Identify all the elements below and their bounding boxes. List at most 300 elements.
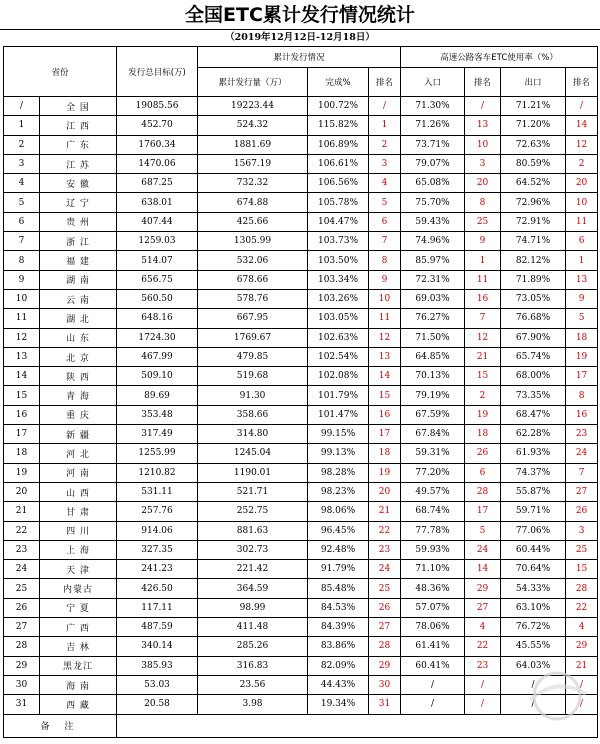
target-cell: 1724.30 <box>117 328 198 347</box>
rank-cell: 6 <box>369 212 401 231</box>
entry-usage-cell: 59.93% <box>401 540 465 559</box>
province-name-cell: 甘 肃 <box>40 502 117 521</box>
target-cell: 241.23 <box>117 560 198 579</box>
entry-usage-cell: 77.78% <box>401 521 465 540</box>
row-number-cell: 5 <box>4 193 40 212</box>
entry-rank-cell: 5 <box>465 521 501 540</box>
target-cell: 452.70 <box>117 116 198 135</box>
exit-usage-cell: 73.05% <box>501 289 566 308</box>
header-entry-rank: 排名 <box>465 68 501 97</box>
rank-cell: 10 <box>369 289 401 308</box>
etc-table <box>3 46 598 738</box>
province-name-cell: 山 东 <box>40 328 117 347</box>
province-name-cell: 湖 南 <box>40 270 117 289</box>
issued-cell: 98.99 <box>198 598 308 617</box>
completion-cell: 115.82% <box>308 116 369 135</box>
entry-rank-cell: 22 <box>465 637 501 656</box>
province-name-cell: 云 南 <box>40 289 117 308</box>
issued-cell: 881.63 <box>198 521 308 540</box>
exit-usage-cell: 76.72% <box>501 618 566 637</box>
province-name-cell: 吉 林 <box>40 637 117 656</box>
issued-cell: 1567.19 <box>198 154 308 173</box>
rank-cell: 8 <box>369 251 401 270</box>
entry-rank-cell: 24 <box>465 540 501 559</box>
entry-rank-cell: / <box>465 97 501 116</box>
entry-rank-cell: 15 <box>465 367 501 386</box>
rank-cell: 17 <box>369 425 401 444</box>
row-number-cell: 24 <box>4 560 40 579</box>
entry-rank-cell: 1 <box>465 251 501 270</box>
completion-cell: 101.79% <box>308 386 369 405</box>
rank-cell: 1 <box>369 116 401 135</box>
rank-cell: 25 <box>369 579 401 598</box>
issued-cell: 1305.99 <box>198 232 308 251</box>
province-name-cell: 重 庆 <box>40 405 117 424</box>
completion-cell: 103.50% <box>308 251 369 270</box>
rank-cell: 12 <box>369 328 401 347</box>
target-cell: 19085.56 <box>117 97 198 116</box>
completion-cell: 82.09% <box>308 656 369 675</box>
entry-rank-cell: 8 <box>465 193 501 212</box>
table-row <box>4 579 598 598</box>
exit-rank-cell: 14 <box>566 116 598 135</box>
province-name-cell: 四 川 <box>40 521 117 540</box>
header-entry: 入口 <box>401 68 465 97</box>
exit-usage-cell: 72.96% <box>501 193 566 212</box>
province-name-cell: 山 西 <box>40 482 117 501</box>
entry-usage-cell: 85.97% <box>401 251 465 270</box>
exit-usage-cell: 64.52% <box>501 174 566 193</box>
exit-rank-cell: / <box>566 675 598 694</box>
row-number-cell: 15 <box>4 386 40 405</box>
province-name-cell: 广 东 <box>40 135 117 154</box>
rank-cell: 23 <box>369 540 401 559</box>
row-number-cell: 3 <box>4 154 40 173</box>
row-number-cell: 6 <box>4 212 40 231</box>
entry-rank-cell: 23 <box>465 656 501 675</box>
entry-rank-cell: 14 <box>465 560 501 579</box>
target-cell: 656.75 <box>117 270 198 289</box>
watermark-logo-icon <box>520 670 594 722</box>
rank-cell: 28 <box>369 637 401 656</box>
issued-cell: 674.88 <box>198 193 308 212</box>
row-number-cell: 19 <box>4 463 40 482</box>
province-name-cell: 安 徽 <box>40 174 117 193</box>
table-row <box>4 521 598 540</box>
table-row <box>4 675 598 694</box>
target-cell: 340.14 <box>117 637 198 656</box>
target-cell: 514.07 <box>117 251 198 270</box>
target-cell: 509.10 <box>117 367 198 386</box>
issued-cell: 19223.44 <box>198 97 308 116</box>
target-cell: 1259.03 <box>117 232 198 251</box>
entry-usage-cell: 61.41% <box>401 637 465 656</box>
row-number-cell: 26 <box>4 598 40 617</box>
province-name-cell: 宁 夏 <box>40 598 117 617</box>
target-cell: 1210.82 <box>117 463 198 482</box>
issued-cell: 364.59 <box>198 579 308 598</box>
rank-cell: 13 <box>369 347 401 366</box>
entry-usage-cell: 79.07% <box>401 154 465 173</box>
province-name-cell: 黑龙江 <box>40 656 117 675</box>
exit-usage-cell: 67.90% <box>501 328 566 347</box>
row-number-cell: 14 <box>4 367 40 386</box>
rank-cell: 14 <box>369 367 401 386</box>
entry-rank-cell: 19 <box>465 405 501 424</box>
entry-usage-cell: / <box>401 675 465 694</box>
completion-cell: 103.26% <box>308 289 369 308</box>
completion-cell: 98.28% <box>308 463 369 482</box>
exit-rank-cell: 17 <box>566 367 598 386</box>
row-number-cell: 30 <box>4 675 40 694</box>
target-cell: 385.93 <box>117 656 198 675</box>
completion-cell: 102.08% <box>308 367 369 386</box>
entry-rank-cell: 3 <box>465 154 501 173</box>
table-row <box>4 618 598 637</box>
row-number-cell: 11 <box>4 309 40 328</box>
entry-rank-cell: 26 <box>465 444 501 463</box>
target-cell: 426.50 <box>117 579 198 598</box>
target-cell: 257.76 <box>117 502 198 521</box>
exit-usage-cell: 45.55% <box>501 637 566 656</box>
province-name-cell: 海 南 <box>40 675 117 694</box>
rank-cell: 22 <box>369 521 401 540</box>
exit-usage-cell: 59.71% <box>501 502 566 521</box>
entry-rank-cell: 13 <box>465 116 501 135</box>
issued-cell: 479.85 <box>198 347 308 366</box>
exit-usage-cell: 70.64% <box>501 560 566 579</box>
issued-cell: 314.80 <box>198 425 308 444</box>
table-row <box>4 425 598 444</box>
completion-cell: 83.86% <box>308 637 369 656</box>
entry-usage-cell: 78.06% <box>401 618 465 637</box>
table-row <box>4 193 598 212</box>
entry-rank-cell: 11 <box>465 270 501 289</box>
row-number-cell: 7 <box>4 232 40 251</box>
table-row <box>4 386 598 405</box>
header-exit-rank: 排名 <box>566 68 598 97</box>
completion-cell: 44.43% <box>308 675 369 694</box>
entry-usage-cell: / <box>401 695 465 714</box>
row-number-cell: 1 <box>4 116 40 135</box>
target-cell: 914.06 <box>117 521 198 540</box>
row-number-cell: 21 <box>4 502 40 521</box>
rank-cell: 4 <box>369 174 401 193</box>
completion-cell: 102.63% <box>308 328 369 347</box>
exit-usage-cell: / <box>501 695 566 714</box>
province-name-cell: 河 北 <box>40 444 117 463</box>
issued-cell: 91.30 <box>198 386 308 405</box>
exit-rank-cell: 15 <box>566 560 598 579</box>
exit-usage-cell: 74.37% <box>501 463 566 482</box>
table-row <box>4 637 598 656</box>
entry-usage-cell: 73.71% <box>401 135 465 154</box>
table-row <box>4 116 598 135</box>
completion-cell: 96.45% <box>308 521 369 540</box>
completion-cell: 99.15% <box>308 425 369 444</box>
province-name-cell: 广 西 <box>40 618 117 637</box>
target-cell: 117.11 <box>117 598 198 617</box>
completion-cell: 98.06% <box>308 502 369 521</box>
target-cell: 487.59 <box>117 618 198 637</box>
province-name-cell: 江 苏 <box>40 154 117 173</box>
target-cell: 353.48 <box>117 405 198 424</box>
completion-cell: 106.89% <box>308 135 369 154</box>
table-row <box>4 270 598 289</box>
province-name-cell: 陕 西 <box>40 367 117 386</box>
issued-cell: 1190.01 <box>198 463 308 482</box>
page-title: 全国ETC累计发行情况统计 <box>0 0 600 30</box>
exit-usage-cell: 76.68% <box>501 309 566 328</box>
entry-rank-cell: 18 <box>465 425 501 444</box>
entry-usage-cell: 49.57% <box>401 482 465 501</box>
table-row <box>4 135 598 154</box>
entry-rank-cell: 17 <box>465 502 501 521</box>
exit-usage-cell: 65.74% <box>501 347 566 366</box>
completion-cell: 84.39% <box>308 618 369 637</box>
table-row <box>4 444 598 463</box>
header-group-usage: 高速公路客车ETC使用率（%） <box>401 47 598 68</box>
table-body <box>4 97 598 715</box>
issued-cell: 532.06 <box>198 251 308 270</box>
header-completion: 完成% <box>308 68 369 97</box>
rank-cell: 16 <box>369 405 401 424</box>
entry-rank-cell: 21 <box>465 347 501 366</box>
province-name-cell: 西 藏 <box>40 695 117 714</box>
exit-rank-cell: 20 <box>566 174 598 193</box>
row-number-cell: 13 <box>4 347 40 366</box>
target-cell: 560.50 <box>117 289 198 308</box>
entry-usage-cell: 67.59% <box>401 405 465 424</box>
table-row <box>4 174 598 193</box>
rank-cell: / <box>369 97 401 116</box>
target-cell: 317.49 <box>117 425 198 444</box>
completion-cell: 104.47% <box>308 212 369 231</box>
target-cell: 53.03 <box>117 675 198 694</box>
target-cell: 1255.99 <box>117 444 198 463</box>
date-range-subtitle: （2019年12月12日-12月18日） <box>225 32 375 43</box>
row-number-cell: / <box>4 97 40 116</box>
issued-cell: 252.75 <box>198 502 308 521</box>
rank-cell: 18 <box>369 444 401 463</box>
row-number-cell: 28 <box>4 637 40 656</box>
table-row <box>4 328 598 347</box>
row-number-cell: 31 <box>4 695 40 714</box>
entry-rank-cell: 16 <box>465 289 501 308</box>
target-cell: 89.69 <box>117 386 198 405</box>
entry-usage-cell: 76.27% <box>401 309 465 328</box>
target-cell: 1760.34 <box>117 135 198 154</box>
exit-usage-cell: 61.93% <box>501 444 566 463</box>
exit-rank-cell: 5 <box>566 309 598 328</box>
issued-cell: 678.66 <box>198 270 308 289</box>
table-row <box>4 232 598 251</box>
exit-usage-cell: 73.35% <box>501 386 566 405</box>
exit-rank-cell: 13 <box>566 270 598 289</box>
row-number-cell: 27 <box>4 618 40 637</box>
header-group-issued: 累计发行情况 <box>198 47 401 68</box>
issued-cell: 302.73 <box>198 540 308 559</box>
completion-cell: 101.47% <box>308 405 369 424</box>
table-row <box>4 97 598 116</box>
rank-cell: 19 <box>369 463 401 482</box>
rank-cell: 30 <box>369 675 401 694</box>
exit-usage-cell: 72.63% <box>501 135 566 154</box>
entry-usage-cell: 64.85% <box>401 347 465 366</box>
entry-usage-cell: 71.30% <box>401 97 465 116</box>
row-number-cell: 8 <box>4 251 40 270</box>
exit-rank-cell: 29 <box>566 637 598 656</box>
completion-cell: 103.73% <box>308 232 369 251</box>
exit-rank-cell: 4 <box>566 618 598 637</box>
target-cell: 407.44 <box>117 212 198 231</box>
rank-cell: 2 <box>369 135 401 154</box>
exit-rank-cell: 22 <box>566 598 598 617</box>
entry-rank-cell: 20 <box>465 174 501 193</box>
exit-usage-cell: 63.10% <box>501 598 566 617</box>
row-number-cell: 16 <box>4 405 40 424</box>
row-number-cell: 29 <box>4 656 40 675</box>
exit-rank-cell: 2 <box>566 154 598 173</box>
exit-usage-cell: 74.71% <box>501 232 566 251</box>
completion-cell: 99.13% <box>308 444 369 463</box>
rank-cell: 9 <box>369 270 401 289</box>
table-row <box>4 347 598 366</box>
exit-rank-cell: / <box>566 695 598 714</box>
exit-usage-cell: 54.33% <box>501 579 566 598</box>
row-number-cell: 12 <box>4 328 40 347</box>
exit-usage-cell: 68.00% <box>501 367 566 386</box>
exit-usage-cell: 55.87% <box>501 482 566 501</box>
header-exit: 出口 <box>501 68 566 97</box>
exit-rank-cell: 12 <box>566 135 598 154</box>
rank-cell: 26 <box>369 598 401 617</box>
table-row <box>4 598 598 617</box>
exit-rank-cell: 27 <box>566 482 598 501</box>
completion-cell: 84.53% <box>308 598 369 617</box>
exit-usage-cell: 72.91% <box>501 212 566 231</box>
target-cell: 20.58 <box>117 695 198 714</box>
completion-cell: 105.78% <box>308 193 369 212</box>
target-cell: 687.25 <box>117 174 198 193</box>
entry-usage-cell: 74.96% <box>401 232 465 251</box>
exit-usage-cell: 68.47% <box>501 405 566 424</box>
issued-cell: 425.66 <box>198 212 308 231</box>
exit-rank-cell: 18 <box>566 328 598 347</box>
target-cell: 467.99 <box>117 347 198 366</box>
entry-usage-cell: 67.84% <box>401 425 465 444</box>
province-name-cell: 全 国 <box>40 97 117 116</box>
exit-rank-cell: 8 <box>566 386 598 405</box>
province-name-cell: 福 建 <box>40 251 117 270</box>
exit-usage-cell: 80.59% <box>501 154 566 173</box>
province-name-cell: 内蒙古 <box>40 579 117 598</box>
issued-cell: 1769.67 <box>198 328 308 347</box>
completion-cell: 103.34% <box>308 270 369 289</box>
province-name-cell: 上 海 <box>40 540 117 559</box>
table-row <box>4 251 598 270</box>
remark-label: 备 注 <box>4 714 117 737</box>
province-name-cell: 北 京 <box>40 347 117 366</box>
issued-cell: 524.32 <box>198 116 308 135</box>
target-cell: 327.35 <box>117 540 198 559</box>
table-row <box>4 695 598 714</box>
exit-rank-cell: 6 <box>566 232 598 251</box>
rank-cell: 7 <box>369 232 401 251</box>
completion-cell: 102.54% <box>308 347 369 366</box>
province-name-cell: 青 海 <box>40 386 117 405</box>
province-name-cell: 天 津 <box>40 560 117 579</box>
row-number-cell: 2 <box>4 135 40 154</box>
rank-cell: 24 <box>369 560 401 579</box>
row-number-cell: 9 <box>4 270 40 289</box>
exit-usage-cell: 77.06% <box>501 521 566 540</box>
exit-rank-cell: 10 <box>566 193 598 212</box>
exit-usage-cell: 82.12% <box>501 251 566 270</box>
issued-cell: 519.68 <box>198 367 308 386</box>
completion-cell: 106.56% <box>308 174 369 193</box>
exit-rank-cell: 28 <box>566 579 598 598</box>
completion-cell: 85.48% <box>308 579 369 598</box>
rank-cell: 29 <box>369 656 401 675</box>
province-name-cell: 湖 北 <box>40 309 117 328</box>
table-row <box>4 212 598 231</box>
entry-rank-cell: 4 <box>465 618 501 637</box>
issued-cell: 411.48 <box>198 618 308 637</box>
entry-usage-cell: 65.08% <box>401 174 465 193</box>
table-row <box>4 154 598 173</box>
exit-usage-cell: 60.44% <box>501 540 566 559</box>
entry-rank-cell: / <box>465 675 501 694</box>
rank-cell: 21 <box>369 502 401 521</box>
exit-rank-cell: 26 <box>566 502 598 521</box>
exit-rank-cell: 7 <box>566 463 598 482</box>
exit-usage-cell: 71.89% <box>501 270 566 289</box>
rank-cell: 31 <box>369 695 401 714</box>
entry-rank-cell: 10 <box>465 135 501 154</box>
province-name-cell: 江 西 <box>40 116 117 135</box>
completion-cell: 92.48% <box>308 540 369 559</box>
issued-cell: 1881.69 <box>198 135 308 154</box>
exit-rank-cell: 11 <box>566 212 598 231</box>
entry-usage-cell: 69.03% <box>401 289 465 308</box>
entry-usage-cell: 57.07% <box>401 598 465 617</box>
entry-rank-cell: 2 <box>465 386 501 405</box>
table-row <box>4 309 598 328</box>
entry-usage-cell: 75.70% <box>401 193 465 212</box>
header-province: 省份 <box>4 47 117 97</box>
exit-usage-cell: 62.28% <box>501 425 566 444</box>
exit-rank-cell: / <box>566 97 598 116</box>
completion-cell: 100.72% <box>308 97 369 116</box>
entry-rank-cell: / <box>465 695 501 714</box>
entry-rank-cell: 7 <box>465 309 501 328</box>
province-name-cell: 贵 州 <box>40 212 117 231</box>
issued-cell: 316.83 <box>198 656 308 675</box>
issued-cell: 578.76 <box>198 289 308 308</box>
issued-cell: 285.26 <box>198 637 308 656</box>
header-rank: 排名 <box>369 68 401 97</box>
completion-cell: 98.23% <box>308 482 369 501</box>
exit-usage-cell: / <box>501 675 566 694</box>
entry-usage-cell: 77.20% <box>401 463 465 482</box>
table-row <box>4 463 598 482</box>
header-target: 发行总目标(万) <box>117 47 198 97</box>
issued-cell: 221.42 <box>198 560 308 579</box>
entry-usage-cell: 59.31% <box>401 444 465 463</box>
entry-rank-cell: 6 <box>465 463 501 482</box>
entry-rank-cell: 28 <box>465 482 501 501</box>
